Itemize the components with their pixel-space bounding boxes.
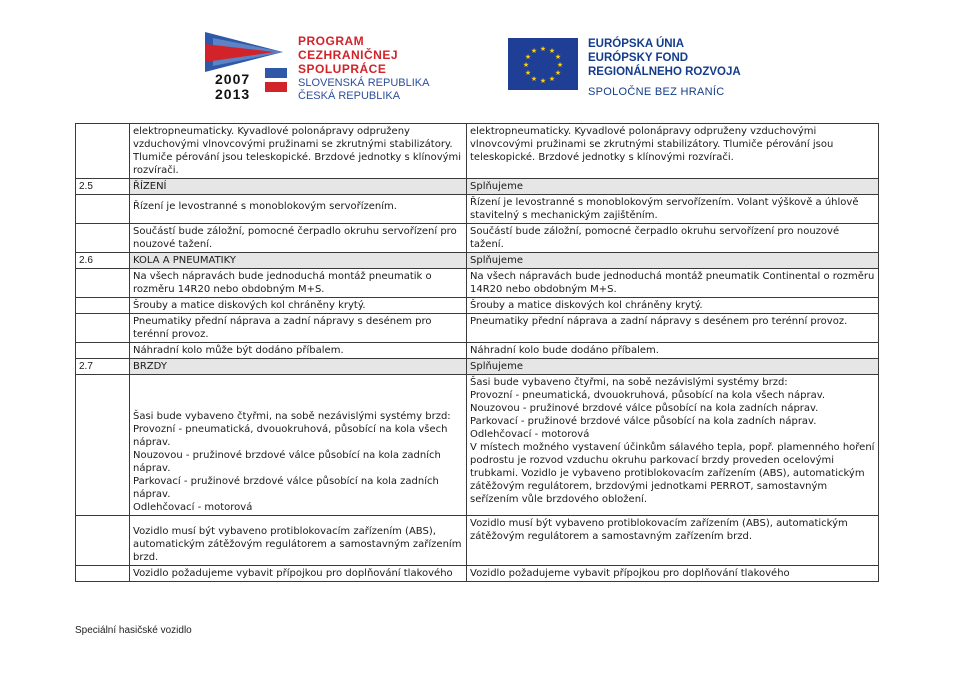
- brake-off-line: Šasi bude vybaveno čtyřmi, na sobě nezávislými systémy brzd:: [470, 377, 788, 388]
- brake-off-line: V místech možného vystavení účinkům sálavého tepla, popř. plamenného hoření podrostu je rozvod vzduchu okruhu parkovací brzdy proveden ocelovými trubkami. Vozidlo je vybaveno protiblokovacím zařízením (ABS), automatickým zátěžovým regulátorem, brzdovými jednotkami PERROT, samostavným seřízením vůle brzdového obložení.: [470, 442, 875, 505]
- offer-cell: Vozidlo musí být vybaveno protiblokovacím zařízením (ABS), automatickým zátěžovým regulátorem a samostavným zařízením brzd.: [467, 516, 879, 566]
- svg-text:★: ★: [556, 61, 564, 69]
- svg-text:★: ★: [530, 47, 538, 55]
- table-row: [76, 298, 879, 314]
- document-footer: Speciální hasičské vozidlo: [75, 625, 192, 636]
- row-number: [76, 195, 130, 224]
- svg-text:★: ★: [524, 53, 532, 61]
- requirement-cell: Na všech nápravách bude jednoduchá montáž pneumatik o rozměru 14R20 nebo obdobným M+S.: [130, 269, 467, 298]
- row-number: [76, 269, 130, 298]
- section-title: ŘÍZENÍ: [130, 179, 467, 195]
- eu-title-line: EURÓPSKY FOND: [588, 52, 689, 64]
- program-title-line: CEZHRANIČNEJ: [298, 48, 399, 62]
- country-czech: ČESKÁ REPUBLIKA: [298, 90, 401, 102]
- country-slovakia: SLOVENSKÁ REPUBLIKA: [298, 77, 430, 89]
- requirement-cell: Pneumatiky přední náprava a zadní nápravy s desénem pro terénní provoz.: [130, 314, 467, 343]
- svg-text:★: ★: [548, 75, 556, 83]
- svg-text:★: ★: [539, 77, 547, 85]
- specification-table: [75, 123, 879, 582]
- table-row: [76, 343, 879, 359]
- offer-cell: Řízení je levostranné s monoblokovým servořízením. Volant výškově a úhlově stavitelný s mechanickým zajištěním.: [467, 195, 879, 224]
- eu-logo: [508, 38, 768, 100]
- brake-off-line: Odlehčovací - motorová: [470, 429, 590, 440]
- section-status: Splňujeme: [467, 253, 879, 269]
- brake-offer-cell: [467, 375, 879, 516]
- requirement-cell: Součástí bude záložní, pomocné čerpadlo okruhu servořízení pro nouzové tažení.: [130, 224, 467, 253]
- row-number: [76, 298, 130, 314]
- program-countries: [298, 77, 429, 103]
- eu-title-line: EURÓPSKA ÚNIA: [588, 38, 685, 50]
- section-status: Splňujeme: [467, 179, 879, 195]
- offer-cell: elektropneumaticky. Kyvadlové polonápravy odpruženy vzduchovými vlnovcovými pružinami se zkrutnými stabilizátory. Tlumiče pérování jsou teleskopické. Brzdové jednotky s klínovými rozvírači.: [467, 124, 879, 179]
- brake-off-line: Parkovací - pružinové brzdové válce působící na kola zadních náprav.: [470, 416, 817, 427]
- table-row: [76, 566, 879, 582]
- offer-cell: Součástí bude záložní, pomocné čerpadlo okruhu servořízení pro nouzové tažení.: [467, 224, 879, 253]
- section-title: KOLA A PNEUMATIKY: [130, 253, 467, 269]
- program-title: [298, 34, 398, 76]
- svg-text:★: ★: [554, 53, 562, 61]
- brake-req-line: Šasi bude vybaveno čtyřmi, na sobě nezávislými systémy brzd:: [133, 411, 451, 422]
- table-row: [76, 195, 879, 224]
- row-number: [76, 516, 130, 566]
- program-year-start: 2007: [215, 71, 251, 87]
- brake-off-line: Provozní - pneumatická, dvouokruhová, působící na kola všech náprav.: [470, 390, 826, 401]
- table-row: [76, 124, 879, 179]
- section-header-row: [76, 253, 879, 269]
- brake-req-line: Nouzovou - pružinové brzdové válce působící na kola zadních náprav.: [133, 450, 441, 474]
- table-row: [76, 314, 879, 343]
- requirement-cell: [130, 195, 467, 224]
- row-number: [76, 314, 130, 343]
- program-logo: [205, 32, 485, 102]
- requirement-text: Řízení je levostranné s monoblokovým servořízením.: [133, 201, 397, 212]
- row-number: [76, 343, 130, 359]
- eu-flag-icon: [508, 38, 578, 90]
- offer-cell: Na všech nápravách bude jednoduchá montáž pneumatik Continental o rozměru 14R20 nebo obdobným M+S.: [467, 269, 879, 298]
- offer-cell: Šrouby a matice diskových kol chráněny krytý.: [467, 298, 879, 314]
- brake-req-line: Provozní - pneumatická, dvouokruhová, působící na kola všech náprav.: [133, 424, 448, 448]
- brake-requirement-cell: [130, 375, 467, 516]
- section-header-row: [76, 179, 879, 195]
- row-number: [76, 124, 130, 179]
- table-row: [76, 224, 879, 253]
- section-number: 2.5: [76, 179, 130, 195]
- brake-req-line: Parkovací - pružinové brzdové válce působící na kola zadních náprav.: [133, 476, 439, 500]
- svg-text:★: ★: [530, 75, 538, 83]
- program-year-end: 2013: [215, 86, 251, 102]
- table-row: [76, 516, 879, 566]
- offer-cell: Náhradní kolo bude dodáno příbalem.: [467, 343, 879, 359]
- section-title: BRZDY: [130, 359, 467, 375]
- section-number: 2.6: [76, 253, 130, 269]
- eu-title-line: REGIONÁLNEHO ROZVOJA: [588, 66, 741, 78]
- brake-off-line: Nouzovou - pružinové brzdové válce působící na kola zadních náprav.: [470, 403, 819, 414]
- row-number: [76, 224, 130, 253]
- offer-cell: Vozidlo požadujeme vybavit přípojkou pro doplňování tlakového: [467, 566, 879, 582]
- table-row: [76, 375, 879, 516]
- row-number: [76, 375, 130, 516]
- program-years: [215, 72, 250, 102]
- program-title-line: PROGRAM: [298, 34, 365, 48]
- eu-fund-title: [588, 37, 741, 79]
- section-status: Splňujeme: [467, 359, 879, 375]
- brake-req-line: Odlehčovací - motorová: [133, 502, 253, 513]
- svg-text:★: ★: [522, 61, 530, 69]
- program-title-line: SPOLUPRÁCE: [298, 62, 387, 76]
- svg-text:★: ★: [554, 69, 562, 77]
- requirement-cell: Vozidlo požadujeme vybavit přípojkou pro doplňování tlakového: [130, 566, 467, 582]
- requirement-cell: [130, 516, 467, 566]
- requirement-cell: Náhradní kolo může být dodáno příbalem.: [130, 343, 467, 359]
- section-number: 2.7: [76, 359, 130, 375]
- requirement-cell: elektropneumaticky. Kyvadlové polonápravy odpruženy vzduchovými vlnovcovými pružinami se zkrutnými stabilizátory. Tlumiče pérování jsou teleskopické. Brzdové jednotky s klínovými rozvírači.: [130, 124, 467, 179]
- svg-text:★: ★: [548, 47, 556, 55]
- requirement-text: Vozidlo musí být vybaveno protiblokovacím zařízením (ABS), automatickým zátěžovým regulátorem a samostavným zařízením brzd.: [133, 526, 462, 563]
- section-header-row: [76, 359, 879, 375]
- svg-text:★: ★: [539, 45, 547, 53]
- table-row: [76, 269, 879, 298]
- row-number: [76, 566, 130, 582]
- svg-text:★: ★: [524, 69, 532, 77]
- eu-slogan: SPOLOČNE BEZ HRANÍC: [588, 86, 725, 98]
- requirement-cell: Šrouby a matice diskových kol chráněny krytý.: [130, 298, 467, 314]
- offer-cell: Pneumatiky přední náprava a zadní nápravy s desénem pro terénní provoz.: [467, 314, 879, 343]
